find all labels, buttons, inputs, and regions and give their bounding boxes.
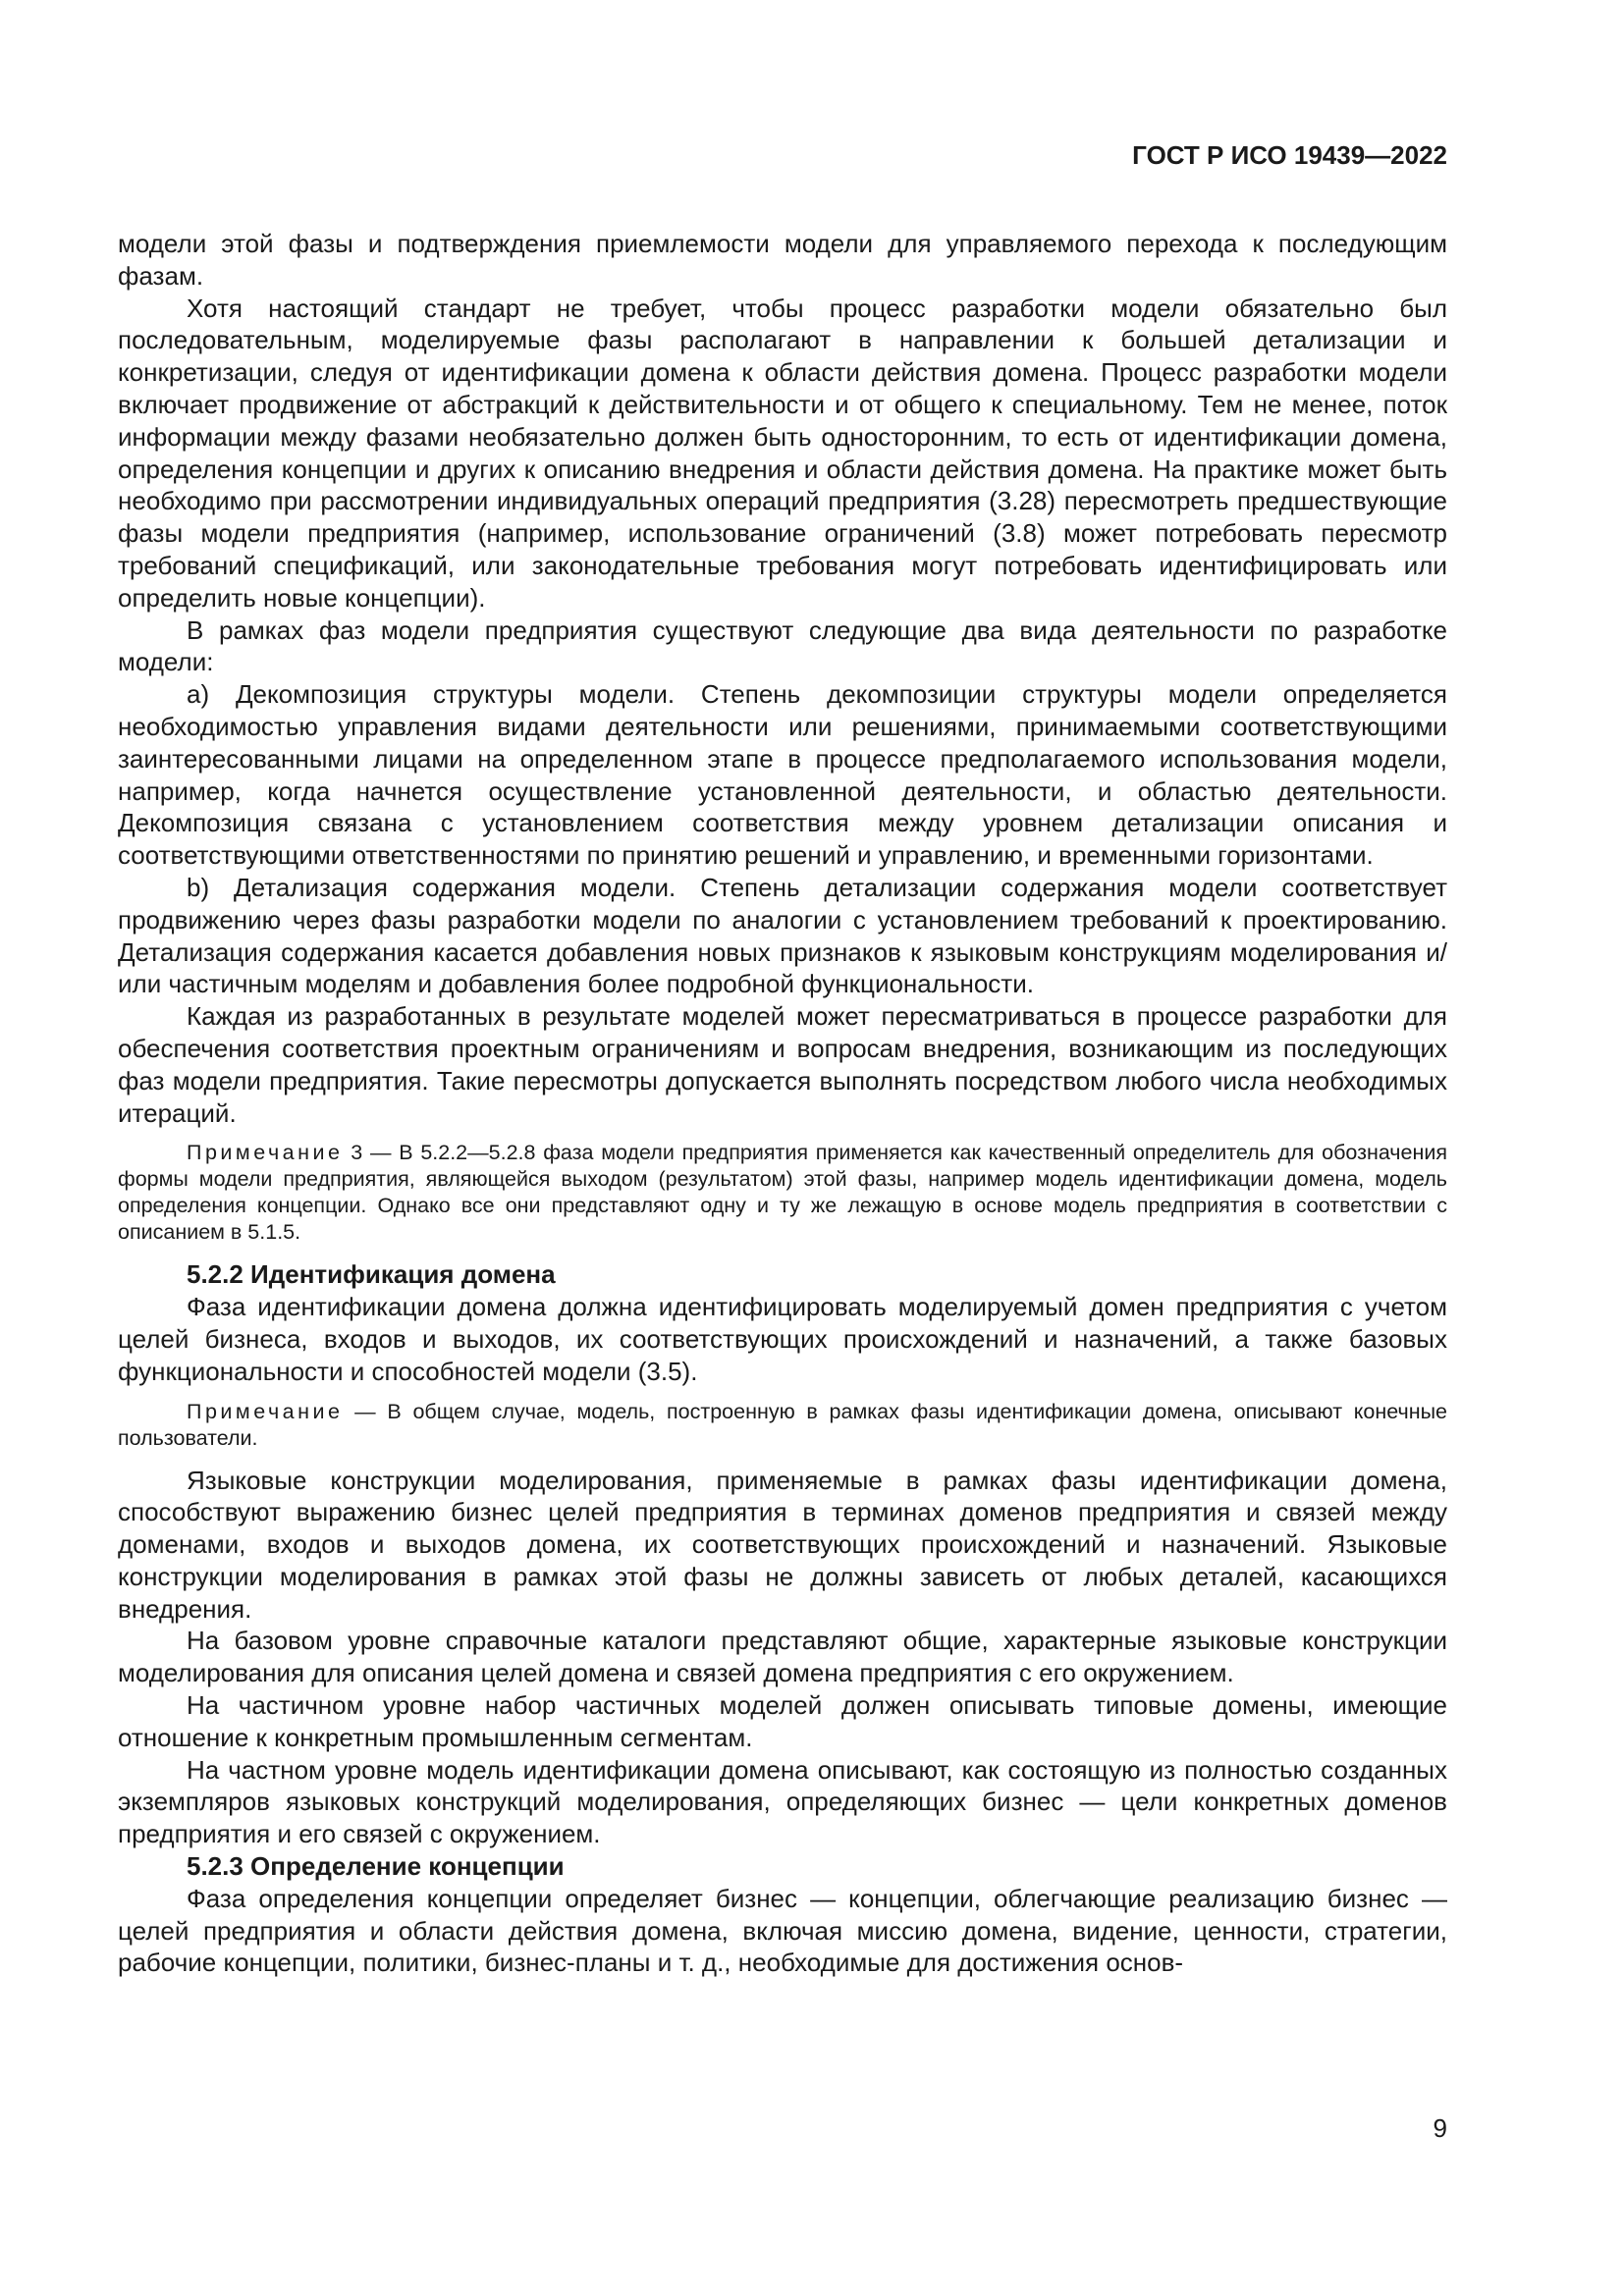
page-number: 9 (1433, 2113, 1447, 2143)
note-text: — В общем случае, модель, построенную в рамках фазы идентификации домена, описывают конечные пользователи. (118, 1399, 1447, 1450)
paragraph: Языковые конструкции моделирования, применяемые в рамках фазы идентификации домена, способствуют выражению бизнес целей предприятия в терминах доменов предприятия и связей между доменами, входов и выходов домена, их соответствующих происхождений и назначений. Языковые конструкции моделирования в рамках этой фазы не должны зависеть от любых деталей, касающихся внедрения. (118, 1465, 1447, 1624)
paragraph: Хотя настоящий стандарт не требует, чтобы процесс разработки модели обязательно был последовательным, моделируемые фазы располагают в направлении к большей детализации и конкретизации, следуя от идентификации домена к области действия домена. Процесс разработки модели включает продвижение от абстракций к действительности и от общего к специальному. Тем не менее, поток информации между фазами необязательно должен быть односторонним, то есть от идентификации домена, определения концепции и других к описанию внедрения и области действия домена. На практике может быть необходимо при рассмотрении индивидуальных операций предприятия (3.28) пересмотреть предшествующие фазы модели предприятия (например, использование ограничений (3.8) может потребовать пересмотр требований спецификаций, или законодательные требования могут потребовать идентифицировать или определить новые концепции). (118, 293, 1447, 613)
document-body (118, 228, 1447, 1979)
paragraph: Фаза определения концепции определяет бизнес — концепции, облегчающие реализацию бизнес — целей предприятия и области действия домена, включая миссию домена, видение, ценности, стратегии, рабочие концепции, политики, бизнес-планы и т. д., необходимые для достижения основ- (118, 1883, 1447, 1978)
note-label: Примечание (187, 1399, 344, 1423)
paragraph: модели этой фазы и подтверждения приемлемости модели для управляемого перехода к последующим фазам. (118, 229, 1447, 291)
paragraph: На базовом уровне справочные каталоги представляют общие, характерные языковые конструкции моделирования для описания целей домена и связей домена предприятия с его окружением. (118, 1626, 1447, 1688)
note (118, 1399, 1447, 1452)
paragraph: Фаза идентификации домена должна идентифицировать моделируемый домен предприятия с учетом целей бизнеса, входов и выходов, их соответствующих происхождений и назначений, а также базовых функциональности и способностей модели (3.5). (118, 1292, 1447, 1386)
section-heading-5-2-3: 5.2.3 Определение концепции (187, 1851, 565, 1882)
note-label: Примечание (187, 1141, 344, 1165)
document-header: ГОСТ Р ИСО 19439—2022 (1132, 140, 1447, 170)
paragraph: На частичном уровне набор частичных моделей должен описывать типовые домены, имеющие отношение к конкретным промышленным сегментам. (118, 1690, 1447, 1752)
paragraph: На частном уровне модель идентификации домена описывают, как состоящую из полностью созданных экземпляров языковых конструкций моделирования, определяющих бизнес — цели конкретных доменов предприятия и его связей с окружением. (118, 1754, 1447, 1849)
list-item-b: b) Детализация содержания модели. Степень детализации содержания модели соответствует продвижению через фазы разработки модели по аналогии с установлением требований к проектированию. Детализация содержания касается добавления новых признаков к языковым конструкциям моделирования и/или частичным моделям и добавления более подробной функциональности. (118, 872, 1447, 999)
note-3 (118, 1140, 1447, 1246)
paragraph: Каждая из разработанных в результате моделей может пересматриваться в процессе разработки для обеспечения соответствия проектным ограничениям и вопросам внедрения, возникающим из последующих фаз модели предприятия. Такие пересмотры допускается выполнять посредством любого числа необходимых итераций. (118, 1001, 1447, 1128)
list-item-a: a) Декомпозиция структуры модели. Степень декомпозиции структуры модели определяется необходимостью управления видами деятельности или решениями, принимаемыми соответствующими заинтересованными лицами на определенном этапе в процессе предполагаемого использования модели, например, когда начнется осуществление установленной деятельности, и областью деятельности. Декомпозиция связана с установлением соответствия между уровнем детализации описания и соответствующими ответственностями по принятию решений и управлению, и временными горизонтами. (118, 679, 1447, 871)
section-heading-5-2-2: 5.2.2 Идентификация домена (187, 1259, 556, 1290)
note-text: 3 — В 5.2.2—5.2.8 фаза модели предприятия применяется как качественный определитель для обозначения формы модели предприятия, являющейся выходом (результатом) этой фазы, например модель идентификации домена, модель определения концепции. Однако все они представляют одну и ту же лежащую в основе модель предприятия в соответствии с описанием в 5.1.5. (118, 1141, 1447, 1245)
paragraph: В рамках фаз модели предприятия существуют следующие два вида деятельности по разработке модели: (118, 614, 1447, 677)
